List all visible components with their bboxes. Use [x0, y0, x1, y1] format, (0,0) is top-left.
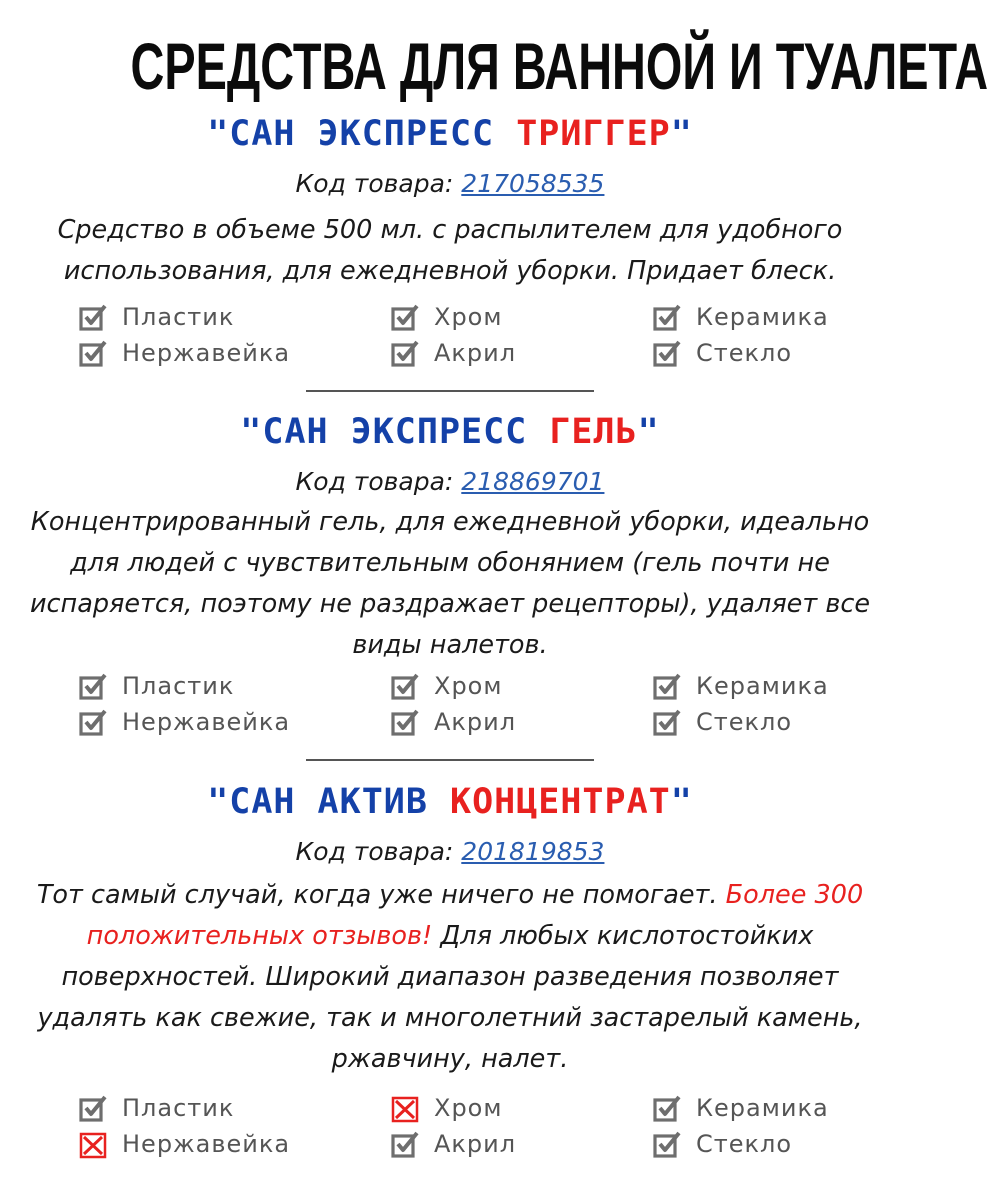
feature-label: Керамика — [696, 303, 829, 331]
check-icon — [78, 707, 108, 737]
feature-label: Стекло — [696, 1130, 793, 1158]
check-icon — [652, 707, 682, 737]
feature-list — [0, 670, 900, 742]
product-code-line — [0, 168, 900, 200]
section-divider — [306, 390, 594, 392]
feature-label: Акрил — [434, 708, 517, 736]
code-label: Код товара: — [295, 837, 454, 866]
feature-label: Пластик — [122, 303, 235, 331]
feature-label: Стекло — [696, 339, 793, 367]
cross-icon — [78, 1129, 108, 1159]
feature-label: Пластик — [122, 1094, 235, 1122]
feature-label: Хром — [434, 672, 503, 700]
product-description — [10, 875, 890, 1080]
feature-list — [0, 301, 900, 373]
product-title — [0, 782, 900, 822]
feature-item — [652, 301, 829, 333]
check-icon — [78, 671, 108, 701]
product-name: САН ЭКСПРЕСС — [262, 412, 528, 452]
quote-open: " — [240, 412, 263, 452]
feature-label: Акрил — [434, 1130, 517, 1158]
product-code-line — [0, 836, 900, 868]
product-name: САН ЭКСПРЕСС — [229, 114, 495, 154]
quote-open: " — [207, 782, 230, 822]
product-kind: КОНЦЕНТРАТ — [450, 782, 671, 822]
feature-item — [78, 1092, 234, 1124]
feature-item — [652, 1128, 792, 1160]
feature-label: Стекло — [696, 708, 793, 736]
check-icon — [390, 338, 420, 368]
feature-label: Хром — [434, 1094, 503, 1122]
check-icon — [652, 1093, 682, 1123]
feature-list — [0, 1092, 900, 1164]
feature-label: Керамика — [696, 672, 829, 700]
feature-item — [78, 301, 234, 333]
check-icon — [390, 302, 420, 332]
product-code-link[interactable]: 201819853 — [461, 837, 605, 866]
check-icon — [78, 1093, 108, 1123]
product-description: Средство в объеме 500 мл. с распылителем для удобного использования, для ежедневной уборки. Придает блеск. — [57, 215, 843, 286]
feature-item — [78, 670, 234, 702]
quote-close: " — [670, 782, 693, 822]
section-divider — [306, 759, 594, 761]
product-title — [0, 114, 900, 154]
cross-icon — [390, 1093, 420, 1123]
code-label: Код товара: — [295, 169, 454, 198]
feature-item — [390, 670, 502, 702]
check-icon — [78, 338, 108, 368]
product-code-line — [0, 466, 900, 498]
quote-open: " — [207, 114, 230, 154]
feature-label: Пластик — [122, 672, 235, 700]
check-icon — [78, 302, 108, 332]
code-label: Код товара: — [295, 467, 454, 496]
feature-item — [390, 706, 516, 738]
feature-item — [652, 706, 792, 738]
feature-label: Нержавейка — [122, 1130, 291, 1158]
product-code-link[interactable]: 217058535 — [461, 169, 605, 198]
feature-label: Хром — [434, 303, 503, 331]
feature-item — [78, 706, 290, 738]
description-text: Тот самый случай, когда уже ничего не помогает. — [36, 880, 726, 910]
reviews-highlight: Более 300 положительных отзывов! — [86, 880, 864, 951]
feature-label: Нержавейка — [122, 708, 291, 736]
feature-label: Керамика — [696, 1094, 829, 1122]
feature-item — [390, 1092, 502, 1124]
feature-item — [652, 670, 829, 702]
check-icon — [390, 671, 420, 701]
check-icon — [390, 707, 420, 737]
product-description: Концентрированный гель, для ежедневной уборки, идеально для людей с чувствительным обонянием (гель почти не испаряется, поэтому не раздражает рецепторы), удаляет все виды налетов. — [29, 507, 871, 660]
feature-item — [390, 1128, 516, 1160]
description-text: Для любых кислотостойких поверхностей. Широкий диапазон разведения позволяет удалять как свежие, так и многолетний застарелый камень, ржавчину, налет. — [37, 921, 863, 1074]
feature-item — [390, 337, 516, 369]
feature-item — [652, 337, 792, 369]
product-code-link[interactable]: 218869701 — [461, 467, 605, 496]
page-title: СРЕДСТВА ДЛЯ ВАННОЙ И ТУАЛЕТА — [130, 29, 988, 103]
product-name: САН АКТИВ — [229, 782, 428, 822]
product-kind: ТРИГГЕР — [516, 114, 671, 154]
check-icon — [390, 1129, 420, 1159]
product-kind: ГЕЛЬ — [549, 412, 638, 452]
check-icon — [652, 671, 682, 701]
quote-close: " — [637, 412, 660, 452]
feature-item — [78, 1128, 290, 1160]
check-icon — [652, 1129, 682, 1159]
feature-label: Акрил — [434, 339, 517, 367]
feature-item — [652, 1092, 829, 1124]
check-icon — [652, 338, 682, 368]
feature-item — [390, 301, 502, 333]
feature-item — [78, 337, 290, 369]
check-icon — [652, 302, 682, 332]
feature-label: Нержавейка — [122, 339, 291, 367]
quote-close: " — [670, 114, 693, 154]
product-title — [0, 412, 900, 452]
